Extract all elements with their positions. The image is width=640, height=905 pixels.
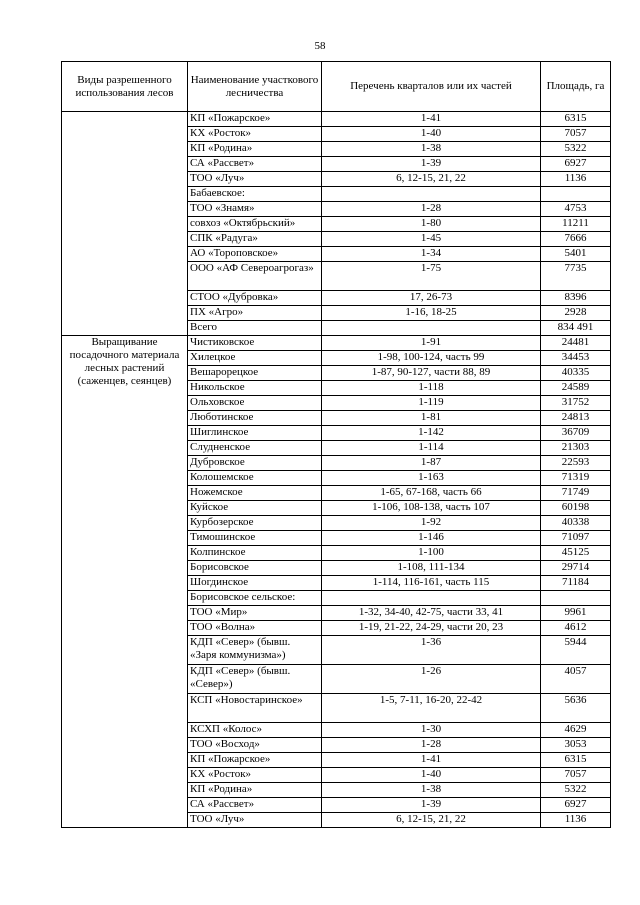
quarters-cell: 1-146 xyxy=(322,531,541,546)
area-cell: 31752 xyxy=(541,396,611,411)
area-cell: 24813 xyxy=(541,411,611,426)
area-cell: 7666 xyxy=(541,232,611,247)
quarters-cell: 1-87 xyxy=(322,456,541,471)
area-cell: 24589 xyxy=(541,381,611,396)
forestry-name-cell: ТОО «Луч» xyxy=(188,813,322,828)
forestry-name-cell: ТОО «Мир» xyxy=(188,606,322,621)
area-cell: 29714 xyxy=(541,561,611,576)
quarters-cell: 1-163 xyxy=(322,471,541,486)
area-cell: 5322 xyxy=(541,783,611,798)
area-cell: 4057 xyxy=(541,665,611,694)
forestry-name-cell: Куйское xyxy=(188,501,322,516)
quarters-cell: 6, 12-15, 21, 22 xyxy=(322,172,541,187)
area-cell: 6927 xyxy=(541,798,611,813)
forestry-name-cell: Борисовское xyxy=(188,561,322,576)
area-cell: 8396 xyxy=(541,291,611,306)
area-cell: 45125 xyxy=(541,546,611,561)
forestry-name-cell: Всего xyxy=(188,321,322,336)
header-area: Площадь, га xyxy=(541,62,611,112)
forestry-name-cell: ТОО «Волна» xyxy=(188,621,322,636)
area-cell: 5944 xyxy=(541,636,611,665)
forestry-name-cell: Курбозерское xyxy=(188,516,322,531)
area-cell: 40335 xyxy=(541,366,611,381)
quarters-cell: 1-28 xyxy=(322,738,541,753)
use-type-cell: Выращивание посадочного материала лесных растений (саженцев, сеянцев) xyxy=(62,336,188,828)
forestry-name-cell: ТОО «Знамя» xyxy=(188,202,322,217)
forestry-name-cell: ТОО «Восход» xyxy=(188,738,322,753)
forestry-name-cell: Ножемское xyxy=(188,486,322,501)
forestry-name-cell: Бабаевское: xyxy=(188,187,322,202)
table-header-row xyxy=(62,62,611,112)
quarters-cell: 1-36 xyxy=(322,636,541,665)
forestry-name-cell: Тимошинское xyxy=(188,531,322,546)
quarters-cell: 1-65, 67-168, часть 66 xyxy=(322,486,541,501)
quarters-cell: 1-92 xyxy=(322,516,541,531)
area-cell: 9961 xyxy=(541,606,611,621)
forestry-name-cell: ТОО «Луч» xyxy=(188,172,322,187)
forestry-name-cell: Колпинское xyxy=(188,546,322,561)
area-cell: 21303 xyxy=(541,441,611,456)
quarters-cell xyxy=(322,321,541,336)
table-row xyxy=(62,336,611,351)
quarters-cell: 1-41 xyxy=(322,753,541,768)
use-type-cell xyxy=(62,112,188,336)
forestry-name-cell: КП «Пожарское» xyxy=(188,112,322,127)
forestry-name-cell: АО «Тороповское» xyxy=(188,247,322,262)
area-cell: 71184 xyxy=(541,576,611,591)
forestry-name-cell: КДП «Север» (бывш. «Север») xyxy=(188,665,322,694)
forestry-name-cell: Чистиковское xyxy=(188,336,322,351)
forestry-name-cell: Никольское xyxy=(188,381,322,396)
forestry-name-cell: КП «Пожарское» xyxy=(188,753,322,768)
header-quarters: Перечень кварталов или их частей xyxy=(322,62,541,112)
area-cell: 834 491 xyxy=(541,321,611,336)
forestry-name-cell: Шогдинское xyxy=(188,576,322,591)
forestry-name-cell: СА «Рассвет» xyxy=(188,157,322,172)
area-cell: 34453 xyxy=(541,351,611,366)
area-cell: 7735 xyxy=(541,262,611,291)
area-cell: 4753 xyxy=(541,202,611,217)
forestry-name-cell: Люботинское xyxy=(188,411,322,426)
quarters-cell: 1-91 xyxy=(322,336,541,351)
quarters-cell: 1-38 xyxy=(322,783,541,798)
forestry-name-cell: КСХП «Колос» xyxy=(188,723,322,738)
quarters-cell: 6, 12-15, 21, 22 xyxy=(322,813,541,828)
area-cell: 71097 xyxy=(541,531,611,546)
quarters-cell: 1-100 xyxy=(322,546,541,561)
forestry-name-cell: Ольховское xyxy=(188,396,322,411)
page-number: 58 xyxy=(314,40,326,52)
forestry-name-cell: Борисовское сельское: xyxy=(188,591,322,606)
area-cell: 22593 xyxy=(541,456,611,471)
area-cell: 4629 xyxy=(541,723,611,738)
area-cell: 7057 xyxy=(541,768,611,783)
forestry-name-cell: СПК «Радуга» xyxy=(188,232,322,247)
forest-use-table xyxy=(61,61,611,828)
quarters-cell: 1-41 xyxy=(322,112,541,127)
forestry-name-cell: Хилецкое xyxy=(188,351,322,366)
area-cell xyxy=(541,591,611,606)
forestry-name-cell: КСП «Новостаринское» xyxy=(188,694,322,723)
area-cell: 36709 xyxy=(541,426,611,441)
quarters-cell: 1-81 xyxy=(322,411,541,426)
area-cell: 71749 xyxy=(541,486,611,501)
header-use: Виды разрешенного использования лесов xyxy=(62,62,188,112)
forestry-name-cell: КХ «Росток» xyxy=(188,127,322,142)
area-cell: 3053 xyxy=(541,738,611,753)
table-row xyxy=(62,112,611,127)
area-cell: 6315 xyxy=(541,112,611,127)
area-cell: 1136 xyxy=(541,813,611,828)
forestry-name-cell: КП «Родина» xyxy=(188,142,322,157)
forestry-name-cell: Шиглинское xyxy=(188,426,322,441)
quarters-cell xyxy=(322,591,541,606)
quarters-cell xyxy=(322,187,541,202)
quarters-cell: 1-34 xyxy=(322,247,541,262)
forestry-name-cell: совхоз «Октябрьский» xyxy=(188,217,322,232)
quarters-cell: 1-26 xyxy=(322,665,541,694)
quarters-cell: 1-39 xyxy=(322,798,541,813)
area-cell: 5401 xyxy=(541,247,611,262)
quarters-cell: 1-106, 108-138, часть 107 xyxy=(322,501,541,516)
forestry-name-cell: ПХ «Агро» xyxy=(188,306,322,321)
forestry-name-cell: ООО «АФ Североагрогаз» xyxy=(188,262,322,291)
area-cell: 6315 xyxy=(541,753,611,768)
quarters-cell: 1-38 xyxy=(322,142,541,157)
quarters-cell: 1-108, 111-134 xyxy=(322,561,541,576)
table-body xyxy=(62,112,611,828)
quarters-cell: 1-30 xyxy=(322,723,541,738)
area-cell: 71319 xyxy=(541,471,611,486)
area-cell: 60198 xyxy=(541,501,611,516)
quarters-cell: 1-98, 100-124, часть 99 xyxy=(322,351,541,366)
forestry-name-cell: Вешарорецкое xyxy=(188,366,322,381)
area-cell: 5322 xyxy=(541,142,611,157)
quarters-cell: 1-28 xyxy=(322,202,541,217)
quarters-cell: 1-40 xyxy=(322,127,541,142)
area-cell: 24481 xyxy=(541,336,611,351)
forestry-name-cell: КХ «Росток» xyxy=(188,768,322,783)
area-cell: 1136 xyxy=(541,172,611,187)
quarters-cell: 1-142 xyxy=(322,426,541,441)
area-cell: 11211 xyxy=(541,217,611,232)
forestry-name-cell: СТОО «Дубровка» xyxy=(188,291,322,306)
quarters-cell: 1-45 xyxy=(322,232,541,247)
forestry-name-cell: Дубровское xyxy=(188,456,322,471)
quarters-cell: 17, 26-73 xyxy=(322,291,541,306)
area-cell xyxy=(541,187,611,202)
area-cell: 6927 xyxy=(541,157,611,172)
area-cell: 40338 xyxy=(541,516,611,531)
forestry-name-cell: Слудненское xyxy=(188,441,322,456)
quarters-cell: 1-16, 18-25 xyxy=(322,306,541,321)
quarters-cell: 1-114, 116-161, часть 115 xyxy=(322,576,541,591)
quarters-cell: 1-87, 90-127, части 88, 89 xyxy=(322,366,541,381)
area-cell: 2928 xyxy=(541,306,611,321)
quarters-cell: 1-80 xyxy=(322,217,541,232)
area-cell: 5636 xyxy=(541,694,611,723)
quarters-cell: 1-75 xyxy=(322,262,541,291)
quarters-cell: 1-119 xyxy=(322,396,541,411)
forestry-name-cell: Колошемское xyxy=(188,471,322,486)
forestry-name-cell: СА «Рассвет» xyxy=(188,798,322,813)
quarters-cell: 1-40 xyxy=(322,768,541,783)
forestry-name-cell: КДП «Север» (бывш. «Заря коммунизма») xyxy=(188,636,322,665)
quarters-cell: 1-19, 21-22, 24-29, части 20, 23 xyxy=(322,621,541,636)
quarters-cell: 1-118 xyxy=(322,381,541,396)
quarters-cell: 1-32, 34-40, 42-75, части 33, 41 xyxy=(322,606,541,621)
quarters-cell: 1-39 xyxy=(322,157,541,172)
forestry-name-cell: КП «Родина» xyxy=(188,783,322,798)
area-cell: 7057 xyxy=(541,127,611,142)
quarters-cell: 1-114 xyxy=(322,441,541,456)
area-cell: 4612 xyxy=(541,621,611,636)
quarters-cell: 1-5, 7-11, 16-20, 22-42 xyxy=(322,694,541,723)
header-name: Наименование участкового лесничества xyxy=(188,62,322,112)
